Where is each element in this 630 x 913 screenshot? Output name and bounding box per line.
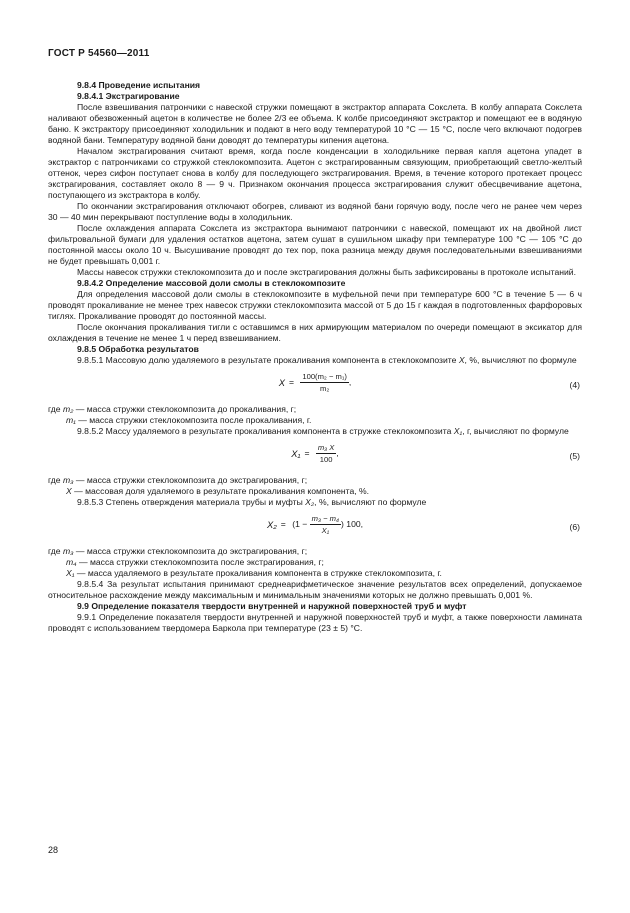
section-heading-9-8-4-1: 9.8.4.1 Экстрагирование xyxy=(77,91,180,101)
section-heading-9-8-4: 9.8.4 Проведение испытания xyxy=(77,80,201,90)
paragraph: 9.8.5.4 За результат испытания принимают среднеарифметическое значение результатов всех определений, допускаемое относительное расхождение между максимальным и минимальным значениями которых не должно превышать 0,001 %. xyxy=(48,579,582,600)
formula-fraction: $\frac{\text{m₃ − m₄}}{\text{X₁}}$ xyxy=(311,514,340,535)
formula-fraction: $\frac{\text{100(m₂ − m₁)}}{\text{m₂}}$ xyxy=(302,372,347,393)
paragraph: 9.8.5.3 Степень отверждения материала трубы и муфты X₂, %, вычисляют по формуле xyxy=(77,497,427,507)
formula-definitions: где m₂ — масса стружки стеклокомпозита до прокаливания, г; m₁ — масса стружки стеклокомпозита после прокаливания, г. xyxy=(48,404,312,425)
document-header: ГОСТ Р 54560—2011 xyxy=(48,48,150,59)
paragraph: 9.8.5.2 Массу удаляемого в результате прокаливания компонента в стружке стеклокомпозита X₁, г, вычисляют по формуле xyxy=(77,426,569,436)
paragraph: Началом экстрагирования считают время, когда после конденсации в холодильнике первая капля ацетона упадет в экстрактор с патрончиками со стружкой стеклокомпозита. Ацетон с экстрагированным связующим, приобретающий светло-желтый оттенок, через сифон поступает снова в колбу для последующего экстрагирования. Время, в течение которого протекает процесс экстрагирования, составляет около 8 — 9 ч. Признаком окончания процесса экстрагирования служит обесцвечивание ацетона, поступающего из экстрактора в колбу. xyxy=(48,146,582,200)
formula-5: X₁ = $\frac{\text{m₃ X}}{100}$ , (5) xyxy=(291,443,580,464)
formula-6: X₂ = (1 − $\frac{\text{m₃ − m₄}}{\text{X₁}}$ ) 100, (6) xyxy=(266,514,580,535)
paragraph: 9.9.1 Определение показателя твердости внутренней и наружной поверхностей труб и муфт, а также поверхности ламината проводят с использованием твердомера Баркола при температуре (23 ± 5) °С. xyxy=(48,612,582,633)
content-column xyxy=(48,80,582,634)
section-heading-9-9: 9.9 Определение показателя твердости внутренней и наружной поверхностей труб и муфт xyxy=(77,601,467,611)
paragraph: После взвешивания патрончики с навеской стружки помещают в экстрактор аппарата Сокслета. В колбу аппарата Сокслета наливают обезвоженный ацетон в количестве не более 2/3 ее объема. К колбе присоединяют экстрактор и помещают ее в водяную баню. К экстрактору присоединяют холодильник и подают в него воду температурой 10 °С — 15 °С, после чего включают подогрев водяной бани. Температуру водяной бани доводят до температуры кипения ацетона. xyxy=(48,102,582,145)
paragraph: 9.8.5.1 Массовую долю удаляемого в результате прокаливания компонента в стеклокомпозите X, %, вычисляют по формуле xyxy=(77,355,577,365)
section-heading-9-8-5: 9.8.5 Обработка результатов xyxy=(77,344,199,354)
formula-definitions: где m₃ — масса стружки стеклокомпозита до экстрагирования, г; X — массовая доля удаляемого в результате прокаливания компонента, %. xyxy=(48,475,370,496)
formula-lhs: X xyxy=(278,377,285,388)
formula-definitions: где m₃ — масса стружки стеклокомпозита до экстрагирования, г; m₄ — масса стружки стеклокомпозита после экстрагирования, г; X₁ — масса удаляемого в результате прокаливания компонента в стружке стеклокомпозита, г. xyxy=(48,546,442,578)
formula-4: X = $\frac{\text{100(m₂ − m₁)}}{\text{m₂}}$ , (4) xyxy=(278,372,580,393)
paragraph: Для определения массовой доли смолы в стеклокомпозите в муфельной печи при температуре 600 °С в течение 5 — 6 ч проводят прокаливание не менее трех навесок стружки стеклокомпозита массой от 5 до 15 г каждая в подготовленных фарфоровых тиглях. Прокаливание проводят до постоянной массы. xyxy=(48,289,582,321)
formula-number: (5) xyxy=(569,451,580,461)
formula-lhs: X₂ xyxy=(266,519,277,530)
formula-number: (4) xyxy=(569,380,580,390)
paragraph: После охлаждения аппарата Сокслета из экстрактора вынимают патрончики с навеской, помещают их на двойной лист фильтровальной бумаги для удаления остатков ацетона, затем сушат в сушильном шкафу при температуре 100 °С — 105 °С до постоянной массы около 10 ч. Высушивание проводят до тех пор, пока разница между двумя последовательными взвешиваниями не будет превышать 0,001 г. xyxy=(48,223,582,266)
formula-fraction: $\frac{\text{m₃ X}}{100}$ xyxy=(317,443,335,464)
formula-lhs: X₁ xyxy=(291,448,301,459)
formula-number: (6) xyxy=(569,522,580,532)
section-heading-9-8-4-2: 9.8.4.2 Определение массовой доли смолы в стеклокомпозите xyxy=(77,278,346,288)
paragraph: По окончании экстрагирования отключают обогрев, сливают из водяной бани горячую воду, после чего не ранее чем через 30 — 40 мин перекрывают поступление воды в холодильник. xyxy=(48,201,582,222)
paragraph: Массы навесок стружки стеклокомпозита до и после экстрагирования должны быть зафиксированы в протоколе испытаний. xyxy=(77,267,576,277)
page-number: 28 xyxy=(48,845,59,855)
paragraph: После окончания прокаливания тигли с оставшимся в них армирующим материалом по очереди помещают в эксикатор для охлаждения в течение не менее 1 ч перед взвешиванием. xyxy=(48,322,582,343)
